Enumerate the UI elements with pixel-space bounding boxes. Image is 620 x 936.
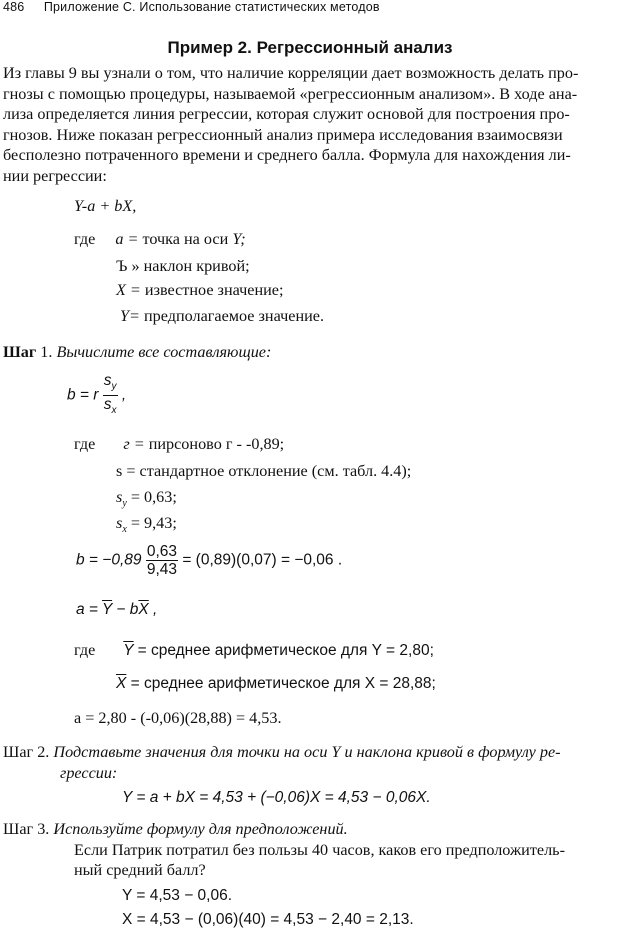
b-calc-fraction [146, 543, 178, 578]
intro-line: лиза определяется линия регрессии, которая служит основой для построения про- [3, 105, 570, 124]
a-formula-ybar: $\overline{Y}$ [102, 601, 113, 618]
a-calculation: a = 2,80 - (-0,06)(28,88) = 4,53. [74, 709, 282, 727]
section-title: Пример 2. Регрессионный анализ [167, 38, 453, 57]
r-text: пирсоново г - -0,89; [148, 435, 285, 453]
a-symbol: a = [115, 230, 139, 248]
b-calc-numerator: 0,63 [146, 543, 177, 560]
b-formula-tail: , [121, 386, 127, 404]
where-label: где [74, 641, 96, 659]
step-3-text: Используйте формулу для предположений. [53, 820, 348, 838]
definition-a [74, 229, 246, 250]
running-title: Приложение С. Использование статистических методов [43, 0, 380, 14]
component-r [74, 434, 284, 455]
b-calc-right: = (0,89)(0,07) = −0,06 . [182, 551, 343, 569]
sy-value: = 0,63; [130, 488, 177, 506]
a-formula-mid: − b [112, 601, 139, 618]
sy-sub: y [122, 498, 127, 510]
where-label: где [74, 230, 96, 248]
b-formula-fraction [103, 372, 118, 419]
sy-base: s [116, 488, 123, 506]
b-formula-num-base: s [103, 372, 112, 389]
step-2-text-line2: грессии: [60, 763, 118, 782]
b-calc-denominator: 9,43 [146, 561, 177, 578]
intro-line: гнозы с помощью процедуры, называемой «регрессионным анализом». В ходе ана- [3, 84, 578, 103]
a-formula [76, 601, 157, 619]
sx-base: s [116, 514, 123, 532]
a-formula-xbar: $\overline{X}$ [138, 601, 149, 618]
intro-line: нии регрессии: [3, 166, 107, 185]
b-calculation [76, 543, 342, 578]
b-formula-den-base: s [103, 396, 112, 414]
intro-line: бесполезно потраченного времени и среднего балла. Формула для нахождения ли- [3, 146, 571, 165]
b-formula [67, 372, 126, 419]
step-2-text-line1: Подставьте значения для точки на оси Y и наклона кривой в формулу ре- [53, 743, 561, 761]
regression-formula: Y-a + bX, [74, 197, 137, 215]
r-symbol: г = [123, 435, 145, 453]
final-line-1: Y = 4,53 − 0,06. [122, 887, 233, 904]
a-axis: Y; [232, 230, 246, 248]
mean-y [74, 640, 434, 661]
mean-y-text: = среднее арифметическое для Y = 2,80; [137, 642, 434, 659]
definition-x [116, 280, 283, 301]
component-sy [116, 487, 177, 515]
where-label: где [74, 435, 96, 453]
mean-x-text: = среднее арифметическое для X = 28,88; [130, 675, 436, 692]
page-number: 486 [3, 0, 25, 14]
step-3-label: Шаг 3. [3, 820, 54, 838]
s-symbol: s = [116, 462, 136, 480]
step-2-label: Шаг 2. [3, 743, 54, 761]
page-header [3, 0, 380, 14]
b-calc-left: b = −0,89 [76, 551, 142, 569]
definition-b [116, 256, 250, 277]
sx-value: = 9,43; [130, 514, 177, 532]
x-symbol: X = [116, 281, 141, 299]
b-formula-left: b = r [67, 386, 99, 404]
a-formula-tail: , [148, 601, 158, 618]
b-symbol: Ъ » [116, 257, 140, 275]
final-line-2: X = 4,53 − (0,06)(40) = 4,53 − 2,40 = 2,13. [122, 911, 414, 928]
step-1-label: Шаг [3, 343, 37, 361]
definition-y [120, 306, 324, 327]
step-3-question-line1: Если Патрик потратил без пользы 40 часов, каков его предположитель- [74, 840, 565, 859]
mean-x-symbol: $\overline{X}$ [116, 675, 127, 692]
step-3-question-line2: ный средний балл? [74, 861, 206, 880]
component-s [116, 461, 411, 482]
a-formula-left: a = [76, 601, 103, 618]
intro-line: Из главы 9 вы узнали о том, что наличие корреляции дает возможность делать про- [3, 64, 579, 82]
a-text: точка на оси [142, 230, 229, 248]
mean-y-symbol: $\overline{Y}$ [123, 642, 134, 659]
y-symbol: Y= [120, 307, 140, 325]
intro-paragraph [3, 63, 578, 187]
x-text: известное значение; [144, 281, 284, 299]
step-2 [3, 742, 561, 783]
sx-sub: x [122, 524, 127, 536]
mean-x [116, 675, 436, 693]
step-1-number: 1. [36, 343, 57, 361]
s-text: стандартное отклонение (см. табл. 4.4); [139, 462, 412, 480]
y-text: предполагаемое значение. [143, 307, 325, 325]
intro-line: гнозов. Ниже показан регрессионный анализ примера исследования взаимосвязи [3, 125, 563, 144]
b-formula-den-sub: x [111, 405, 117, 417]
b-text: наклон кривой; [143, 257, 250, 275]
b-formula-num-sub: y [111, 381, 117, 393]
step-1-text: Вычислите все составляющие: [56, 343, 272, 361]
step-3 [3, 819, 565, 881]
step-2-formula: Y = a + bX = 4,53 + (−0,06)X = 4,53 − 0,06X. [122, 789, 431, 806]
component-sx [116, 513, 177, 541]
step-1 [3, 342, 271, 363]
